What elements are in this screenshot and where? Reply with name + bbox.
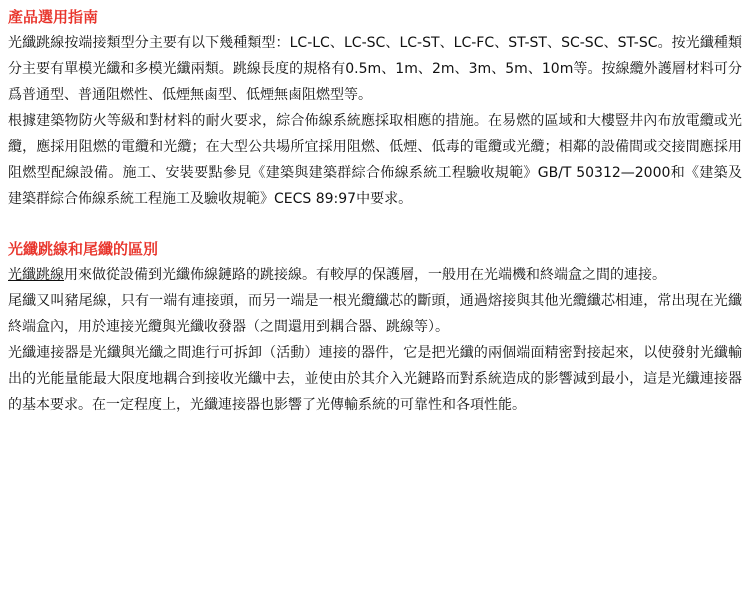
patch-cord-vs-pigtail-heading: 光纖跳線和尾纖的區別 <box>8 240 159 258</box>
patch-cord-link[interactable]: 光纖跳線 <box>8 267 64 283</box>
pigtail-paragraph: 尾纖又叫豬尾線，只有一端有連接頭，而另一端是一根光纜纖芯的斷頭，通過熔接與其他光纜纖芯相連，常出現在光纖終端盒內，用於連接光纜與光纖收發器（之間還用到耦合器、跳線等）。 <box>8 293 742 335</box>
product-selection-guide-heading: 產品選用指南 <box>8 8 99 26</box>
patch-cord-paragraph <box>8 262 742 288</box>
connector-paragraph: 光纖連接器是光纖與光纖之間進行可拆卸（活動）連接的器件，它是把光纖的兩個端面精密對接起來，以使發射光纖輸出的光能量能最大限度地耦合到接收光纖中去，並使由於其介入光鏈路而對系統造成的影響減到最小，這是光纖連接器的基本要求。在一定程度上，光纖連接器也影響了光傳輸系統的可靠性和各項性能。 <box>8 345 742 413</box>
document-page <box>8 4 742 418</box>
section-spacer <box>8 212 742 236</box>
patch-cord-description: 用來做從設備到光纖佈線鏈路的跳接線。有較厚的保護層，一般用在光端機和終端盒之間的連接。 <box>64 267 666 283</box>
fire-rating-paragraph: 根據建築物防火等級和對材料的耐火要求，綜合佈線系統應採取相應的措施。在易燃的區域和大樓豎井內布放電纜或光纜，應採用阻燃的電纜和光纜；在大型公共場所宜採用阻燃、低煙、低毒的電纜或光纜；相鄰的設備間或交接間應採用阻燃型配線設備。施工、安裝要點參見《建築與建築群綜合佈線系統工程驗收規範》GB/T 50312—2000和《建築及建築群綜合佈線系統工程施工及驗收規範》CECS 89:97中要求。 <box>8 113 742 207</box>
connector-types-paragraph: 光纖跳線按端接類型分主要有以下幾種類型：LC-LC、LC-SC、LC-ST、LC-FC、ST-ST、SC-SC、ST-SC。按光纖種類分主要有單模光纖和多模光纖兩類。跳線長度的規格有0.5m、1m、2m、3m、5m、10m等。按線纜外護層材料可分爲普通型、普通阻燃性、低煙無鹵型、低煙無鹵阻燃型等。 <box>8 35 742 103</box>
